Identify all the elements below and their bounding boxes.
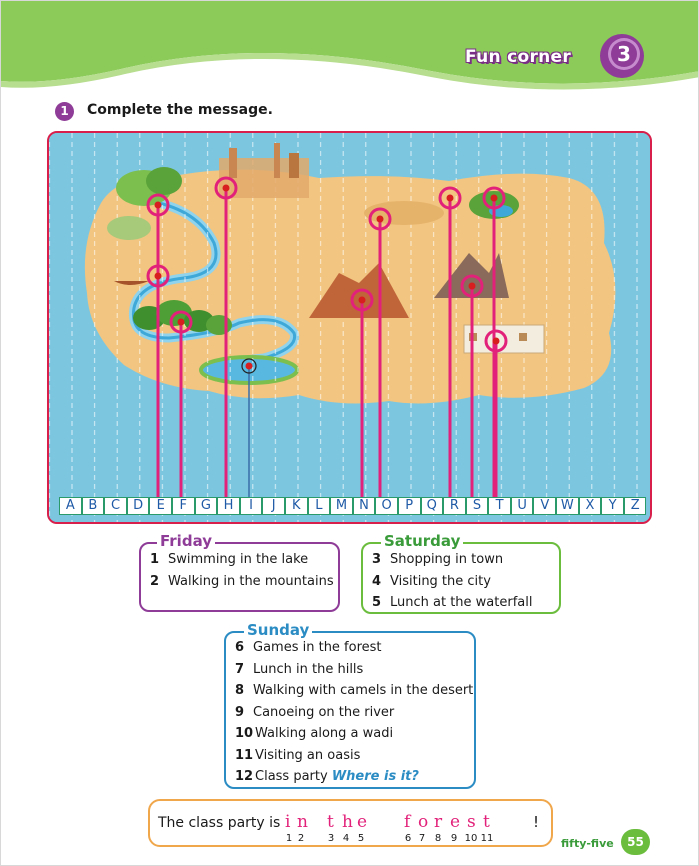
answer-letter: t xyxy=(483,812,490,832)
exercise-instruction: Complete the message. xyxy=(87,102,273,118)
blank-number: 10 xyxy=(464,833,478,844)
alphabet-letter: Y xyxy=(601,497,624,515)
list-item: 5 Lunch at the waterfall xyxy=(372,595,533,610)
list-item: 6 Games in the forest xyxy=(235,640,382,655)
page-word: fifty-five xyxy=(561,837,614,850)
list-item: 10 Walking along a wadi xyxy=(235,726,394,741)
answer-letter: i xyxy=(285,812,291,832)
list-item: 3 Shopping in town xyxy=(372,552,504,567)
alphabet-letter: Z xyxy=(624,497,647,515)
unit-number: 3 xyxy=(617,42,631,66)
saturday-title: Saturday xyxy=(381,532,463,550)
exercise-number: 1 xyxy=(55,102,74,121)
saturday-box xyxy=(361,532,561,614)
answer-letter: o xyxy=(418,812,429,832)
sunday-box xyxy=(224,621,476,789)
blank-number: 3 xyxy=(327,833,335,844)
alphabet-letter: E xyxy=(149,497,172,515)
list-item: 1 Swimming in the lake xyxy=(150,552,309,567)
unit-badge xyxy=(599,33,645,79)
answer-letter: e xyxy=(357,812,368,832)
alphabet-letter: B xyxy=(82,497,105,515)
answer-letter: s xyxy=(467,812,476,832)
answer-box xyxy=(148,799,553,847)
alphabet-letter: F xyxy=(172,497,195,515)
list-item: 2 Walking in the mountains xyxy=(150,574,334,589)
blank-number: 4 xyxy=(342,833,350,844)
alphabet-letter: Q xyxy=(421,497,444,515)
blank-number: 7 xyxy=(418,833,426,844)
alphabet-letter: P xyxy=(398,497,421,515)
alphabet-letter: V xyxy=(533,497,556,515)
alphabet-letter: N xyxy=(353,497,376,515)
blank-number: 9 xyxy=(450,833,458,844)
alphabet-letter: S xyxy=(466,497,489,515)
list-item: 8 Walking with camels in the desert xyxy=(235,683,474,698)
page-number: 55 xyxy=(621,829,650,855)
friday-title: Friday xyxy=(157,532,215,550)
blank-number: 2 xyxy=(297,833,305,844)
alphabet-letter: T xyxy=(488,497,511,515)
alphabet-letter: U xyxy=(511,497,534,515)
alphabet-letter: O xyxy=(375,497,398,515)
alphabet-letter: I xyxy=(240,497,263,515)
list-item: 4 Visiting the city xyxy=(372,574,491,589)
list-item: 7 Lunch in the hills xyxy=(235,662,364,677)
alphabet-letter: G xyxy=(195,497,218,515)
alphabet-letter: R xyxy=(443,497,466,515)
blank-number: 1 xyxy=(285,833,293,844)
answer-letter: f xyxy=(404,812,411,832)
alphabet-letter: M xyxy=(330,497,353,515)
sunday-title: Sunday xyxy=(244,621,312,639)
alphabet-letter: C xyxy=(104,497,127,515)
treasure-map xyxy=(47,131,652,524)
answer-letter: h xyxy=(342,812,353,832)
alphabet-letter: L xyxy=(308,497,331,515)
list-item: 11 Visiting an oasis xyxy=(235,748,361,763)
answer-suffix: ! xyxy=(533,813,540,831)
section-title: Fun corner xyxy=(465,47,572,67)
blank-number: 8 xyxy=(434,833,442,844)
friday-box xyxy=(139,532,340,612)
alphabet-letter: J xyxy=(262,497,285,515)
answer-letter: n xyxy=(297,812,308,832)
alphabet-row xyxy=(59,497,646,515)
answer-prefix: The class party is xyxy=(158,815,281,831)
alphabet-letter: A xyxy=(59,497,82,515)
answer-letter: r xyxy=(434,812,443,832)
header-band xyxy=(1,1,699,101)
list-item: 12 Class party Where is it? xyxy=(235,769,419,784)
answer-letter: t xyxy=(327,812,334,832)
blank-number: 6 xyxy=(404,833,412,844)
map-illustration xyxy=(49,133,652,524)
alphabet-letter: K xyxy=(285,497,308,515)
alphabet-letter: H xyxy=(217,497,240,515)
question-text: Where is it? xyxy=(331,769,419,784)
alphabet-letter: X xyxy=(579,497,602,515)
answer-letter: e xyxy=(450,812,461,832)
alphabet-letter: W xyxy=(556,497,579,515)
list-item: 9 Canoeing on the river xyxy=(235,705,395,720)
blank-number: 11 xyxy=(480,833,494,844)
alphabet-letter: D xyxy=(127,497,150,515)
blank-number: 5 xyxy=(357,833,365,844)
